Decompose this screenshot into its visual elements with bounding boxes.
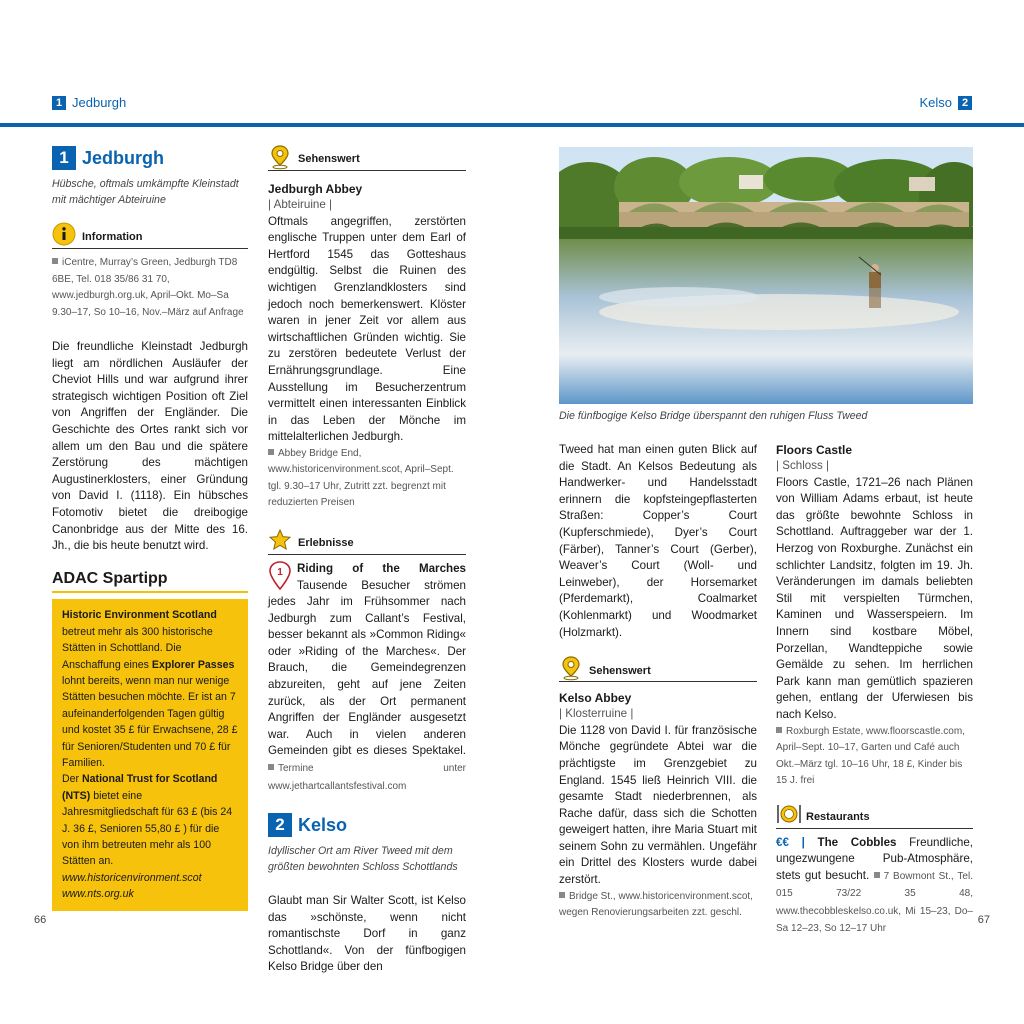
column-2 bbox=[268, 140, 466, 976]
experience-body: Tausende Besucher strömen jedes Jahr im Frühsommer nach Jedburgh zum Callant’s Festival, besser bekannt als »Common Riding« oder »Riding of the Marches«. Der Brauch, die Gemeindegrenzen abzureiten, geht auf jene Zeiten zurück, als der Ort permanent Angriffen der Engländer ausgesetzt war. Auch in vielen anderen Gemeinden gibt es dieses Spektakel. bbox=[268, 578, 466, 758]
location-pin-icon bbox=[559, 655, 583, 679]
floors-body: Floors Castle, 1721–26 nach Plänen von William Adams erbaut, ist heute das größte bewohnte Schloss in Schottland. Auftraggeber war der 1. Herzog von Roxburghe. Zunächst ein schlichter Landsitz, folgten im 19. Jh. Veränderungen im damals beliebten Stil mit verspielten Türmchen, Kaminen und Wasserspeiern. Im Innern sind kostbare Möbel, Porzellan, Wandteppiche sowie Gemälde zu sehen. Im herrlichen Park kann man gemütlich spazieren gehen, entlang der Uferwiesen bis nach Kelso. bbox=[776, 475, 973, 721]
spartipp-title: ADAC Spartipp bbox=[52, 569, 168, 587]
bullet-square bbox=[776, 727, 782, 733]
info-icon bbox=[52, 222, 76, 246]
information-text: iCentre, Murray’s Green, Jedburgh TD8 6BE, Tel. 018 35/86 31 70, www.jedburgh.org.uk, April–Okt. Mo–Sa 9.30–17, So 10–16, Nov.–März auf Anfrage bbox=[52, 257, 244, 318]
map-marker-icon bbox=[268, 561, 294, 591]
spartipp-text-2: lohnt bereits, wenn man nur wenige Stätten besuchen möchte. Er ist an 7 aufeinanderfolgenden Tagen gültig und kostet 35 £ für Erwachsene, 28 £ für Senioren/Studenten und 70 £ für Familien. bbox=[62, 674, 238, 769]
spartipp-box bbox=[52, 599, 248, 910]
section-name: Jedburgh bbox=[82, 147, 165, 168]
page-number-left: 66 bbox=[34, 914, 47, 926]
spartipp-url-hes[interactable]: www.historicenvironment.scot bbox=[62, 871, 202, 884]
kelso-body-cont: Tweed hat man einen guten Blick auf die Stadt. An Kelsos Bedeutung als Handwerker- und Handelsstadt erinnern die kopfsteingepflasterten Straßen: Copper’s Court (Kupferschmiede), Dyer’s Court (Färber), Tanner’s Court (Gerber), Weaver’s Court (Woll- und Leinweber), der Horsemarket (Pferdemarkt), Coalmarket (Kohlenmarkt) und Woodmarket (Holzmarkt). bbox=[559, 443, 757, 639]
header-divider bbox=[0, 123, 1024, 127]
sehenswert-label: Sehenswert bbox=[298, 153, 360, 166]
spartipp-text-3: Der bbox=[62, 773, 83, 786]
sight-kind: | Abteiruine | bbox=[268, 198, 333, 211]
jedburgh-body: Die freundliche Kleinstadt Jedburgh liegt am nördlichen Ausläufer der Cheviot Hills und war aufgrund ihrer strategisch wichtigen Position oft Ziel von Angriffen der Engländer. Die Geschichte des Ortes rankt sich vor allem um den Bau und die spätere Zerstörung des mächtigen Augustinerklosters, einer Gründung von David I. (1118). Ein hübsches Fotomotiv bietet die dreibogige Canonbridge aus der Mitte des 16. Jh., die bis heute benutzt wird. bbox=[52, 340, 248, 553]
sight-kind: | Schloss | bbox=[776, 459, 830, 472]
section-title-kelso bbox=[268, 813, 466, 837]
header-right-title: Kelso bbox=[919, 95, 952, 110]
experience-title: Riding of the Marches bbox=[297, 561, 466, 575]
map-marker-number: 1 bbox=[277, 566, 283, 578]
star-icon bbox=[268, 528, 292, 552]
running-header bbox=[0, 0, 1024, 128]
photo-caption: Die fünfbogige Kelso Bridge überspannt den ruhigen Fluss Tweed bbox=[559, 410, 868, 422]
sight-title-jedburgh-abbey: Jedburgh Abbey bbox=[268, 182, 363, 196]
bullet-square bbox=[268, 764, 274, 770]
bullet-square bbox=[874, 872, 880, 878]
sehenswert-label: Sehenswert bbox=[589, 664, 651, 677]
column-4 bbox=[776, 442, 973, 938]
section-number: 1 bbox=[52, 146, 76, 170]
column-1 bbox=[52, 140, 248, 911]
header-left bbox=[52, 95, 126, 110]
column-3 bbox=[559, 442, 757, 922]
experience-info: Termine unter www.jethartcallantsfestival.com bbox=[268, 763, 466, 792]
location-pin-icon bbox=[268, 144, 292, 168]
information-label: Information bbox=[82, 231, 143, 244]
sight-title-kelso-abbey: Kelso Abbey bbox=[559, 691, 632, 706]
restaurants-label: Restaurants bbox=[806, 810, 870, 823]
kelso-bridge-photo bbox=[559, 147, 973, 404]
section-title-jedburgh bbox=[52, 146, 248, 170]
restaurant-icon bbox=[776, 802, 800, 826]
sight-info: Abbey Bridge End, www.historicenvironment.scot, April–Sept. tgl. 9.30–17 Uhr, Zutritt zzt. begrenzt mit reduzierten Preisen bbox=[268, 447, 454, 509]
sight-body: Die 1128 von David I. für französische Mönche gegründete Abtei war die prächtigste im Grenzgebiet zu England. 1545 ließ Heinrich VIII. die gesamte Stadt niederbrennen, als Rache dafür, dass sich die Schotten geweigert hatten, ihre Maria Stuart mit seinem Sohn zu vermählen. Ungefähr ein Drittel des Klosters wurde dabei zerstört. bbox=[559, 723, 757, 887]
spartipp-explorer-pass: Explorer Passes bbox=[151, 658, 235, 671]
spartipp-hes-name: Historic Environment Scotland bbox=[62, 609, 217, 622]
restaurant-body: Freundliche, ungezwungene Pub-Atmosphäre, stets gut besucht. bbox=[776, 835, 973, 882]
sight-body: Oftmals angegriffen, zerstörten englische Truppen unter dem Earl of Hertford 1545 das Gotteshaus endgültig. Selbst die Ruinen des wichtigen Grenzlandklosters sind jedoch noch bemerkenswert. Klöster waren in jener Zeit vor allem aus wirtschaftlichen Gründen wichtig. Sie zu zerstören bedeutete Verlust der Ernährungsgrundlage. Eine Ausstellung im Besucherzentrum vermittelt einen interessanten Einblick in das Leben der Mönche im mittelalterlichen Jedburgh. bbox=[268, 214, 466, 444]
restaurants-header bbox=[776, 802, 973, 829]
bullet-square bbox=[268, 449, 274, 455]
restaurant-name: The Cobbles bbox=[804, 835, 897, 849]
erlebnisse-label: Erlebnisse bbox=[298, 537, 354, 550]
section-name: Kelso bbox=[298, 814, 348, 835]
restaurant-entry bbox=[776, 835, 973, 938]
spartipp-rule bbox=[52, 591, 248, 593]
sehenswert-header bbox=[268, 144, 466, 171]
erlebnisse-header bbox=[268, 528, 466, 555]
header-right-number: 2 bbox=[958, 96, 972, 110]
section-subtitle: Idyllischer Ort am River Tweed mit dem größten bewohnten Schloss Schottlands bbox=[268, 845, 458, 874]
spartipp-url-nts[interactable]: www.nts.org.uk bbox=[62, 888, 134, 901]
kelso-body: Glaubt man Sir Walter Scott, ist Kelso das »schönste, wenn nicht romantischste Dorf in ganz Schottland«. Von der fünfbogigen Kelso Bridge über den bbox=[268, 894, 466, 974]
bullet-square bbox=[559, 892, 565, 898]
sight-title-floors-castle: Floors Castle bbox=[776, 443, 853, 457]
header-left-title: Jedburgh bbox=[72, 95, 127, 110]
page-number-right: 67 bbox=[977, 914, 990, 926]
restaurant-info: 7 Bowmont St., Tel. 015 73/22 35 48, www.thecobbleskelso.co.uk, Mi 15–23, Do–Sa 12–23, So 12–17 Uhr bbox=[776, 870, 973, 935]
bullet-square bbox=[52, 258, 58, 264]
section-subtitle: Hübsche, oftmals umkämpfte Kleinstadt mit mächtiger Abteiruine bbox=[52, 178, 239, 206]
floors-info: Roxburgh Estate, www.floorscastle.com, April–Sept. 10–17, Garten und Café auch Okt.–März tgl. 10–16 Uhr, 18 £, Kinder bis 15 J. frei bbox=[776, 725, 965, 786]
spartipp-nts-name: National Trust for Scotland (NTS) bbox=[62, 773, 218, 802]
header-left-number: 1 bbox=[52, 96, 66, 110]
price-level: €€ | bbox=[776, 835, 805, 849]
experience-entry bbox=[268, 561, 466, 795]
section-number: 2 bbox=[268, 813, 292, 837]
sehenswert-header bbox=[559, 655, 757, 682]
header-right bbox=[919, 95, 972, 110]
information-header bbox=[52, 222, 248, 249]
sight-info: Bridge St., www.historicenvironment.scot, wegen Renovierungsarbeiten zzt. geschl. bbox=[559, 890, 753, 919]
sight-kind: | Klosterruine | bbox=[559, 707, 634, 721]
spartipp-text-1: betreut mehr als 300 historische Stätten in Schottland. Die Anschaffung eines bbox=[62, 625, 213, 671]
spartipp-text-4: bietet eine Jahresmitgliedschaft für 63 £ (bis 24 J. 36 £, Senioren 55,80 £ ) für die von ihm betreuten mehr als 100 Stätten an. bbox=[62, 789, 233, 868]
